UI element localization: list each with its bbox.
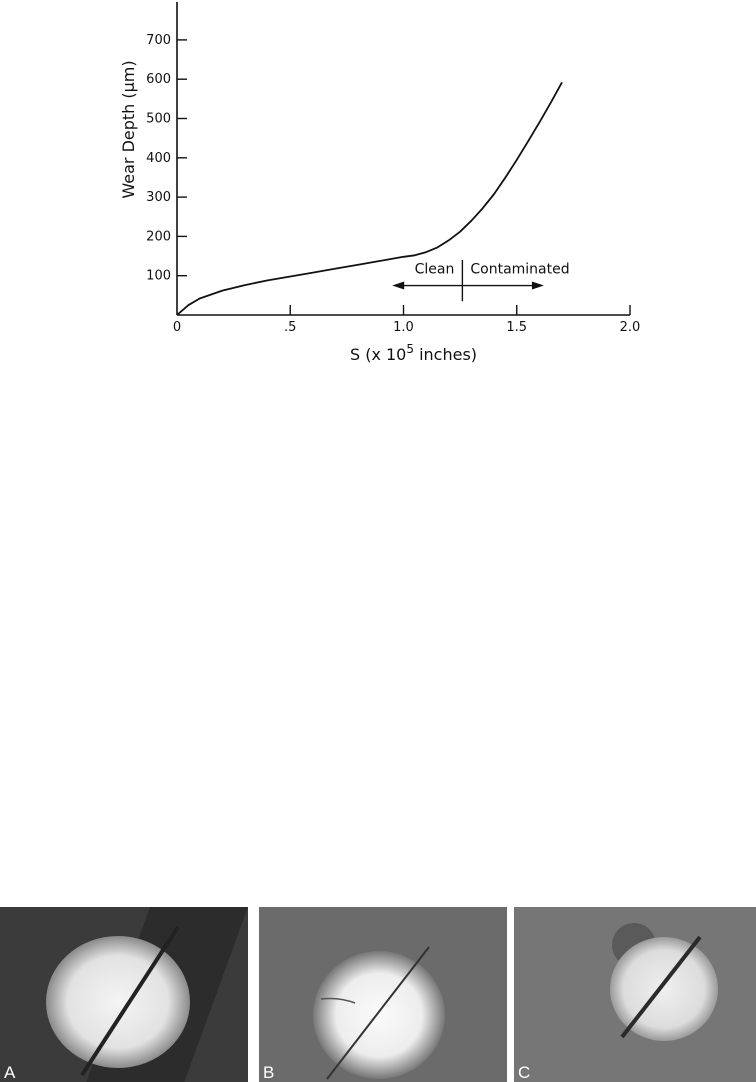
photo-a-image: [0, 907, 248, 1082]
x-tick-label: .5: [284, 320, 297, 335]
photo-b-letter: B: [263, 1063, 275, 1082]
contaminated-arrow-head: [532, 282, 544, 290]
y-tick-label: 200: [146, 229, 171, 245]
x-tick-label: 2.0: [619, 320, 641, 335]
wear-depth-chart: [0, 0, 756, 380]
y-tick-label: 100: [146, 268, 171, 284]
contaminated-label: Contaminated: [470, 261, 570, 278]
y-tick-label: 400: [146, 150, 171, 166]
photo-a-letter: A: [4, 1063, 16, 1082]
y-tick-label: 600: [146, 72, 171, 88]
photo-panel-a: [0, 907, 248, 1082]
y-axis-title: Wear Depth (μm): [119, 60, 138, 199]
clean-label: Clean: [414, 261, 455, 278]
y-tick-label: 700: [146, 32, 171, 48]
y-tick-label: 300: [146, 190, 171, 206]
x-tick-label: 1.0: [393, 320, 414, 335]
x-tick-label: 0: [172, 320, 182, 335]
photo-c-image: [514, 907, 756, 1082]
clean-arrow-head: [392, 282, 404, 290]
x-tick-label: 1.5: [506, 320, 528, 335]
photo-panel-c: [514, 907, 756, 1082]
photo-panel-b: [259, 907, 507, 1082]
photo-b-image: [259, 907, 507, 1082]
x-axis-title: S (x $10^5$ inches): [349, 342, 478, 364]
chart-svg: [0, 0, 756, 380]
wear-depth-line: [177, 82, 562, 315]
photo-c-letter: C: [518, 1063, 531, 1082]
y-tick-label: 500: [146, 111, 171, 127]
